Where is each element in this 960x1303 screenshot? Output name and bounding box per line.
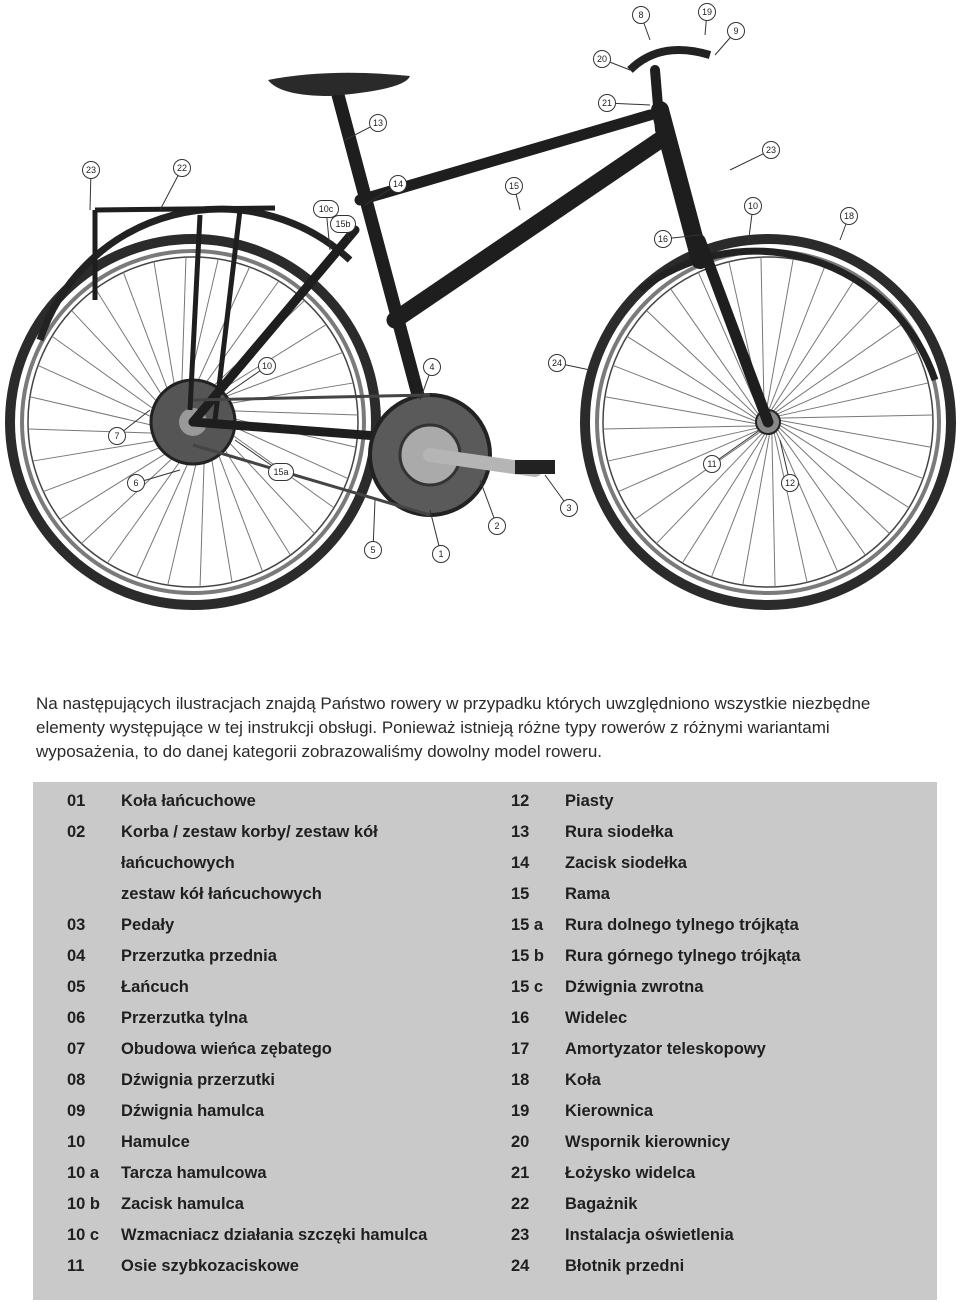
- legend-number: 10 b: [67, 1195, 101, 1213]
- legend-number: 06: [67, 1009, 86, 1027]
- callout-9: 9: [727, 22, 745, 40]
- legend-label: Rura siodełka: [565, 823, 674, 841]
- callout-10c: 10c: [313, 200, 339, 218]
- handlebar: [630, 50, 710, 70]
- callout-2: 2: [488, 517, 506, 535]
- legend-number: 07: [67, 1040, 86, 1058]
- spoke: [107, 451, 187, 563]
- legend-number: 10: [67, 1133, 86, 1151]
- legend-number: 17: [511, 1040, 530, 1058]
- callout-5: 5: [364, 541, 382, 559]
- bicycle-figure: [0, 0, 960, 640]
- spoke: [772, 431, 775, 587]
- legend-label: Piasty: [565, 792, 614, 810]
- legend-number: 10 c: [67, 1226, 100, 1244]
- legend-label: Widelec: [565, 1009, 628, 1027]
- crankset: [370, 395, 555, 515]
- legend-number: 21: [511, 1164, 530, 1182]
- callout-23-front: 23: [762, 141, 780, 159]
- legend-label: Wzmacniacz działania szczęki hamulca: [121, 1226, 428, 1244]
- callout-7: 7: [108, 427, 126, 445]
- callout-11: 11: [703, 455, 721, 473]
- legend-number: 01: [67, 792, 86, 810]
- legend-number: 15: [511, 885, 530, 903]
- callout-24: 24: [548, 354, 566, 372]
- legend-label: Instalacja oświetlenia: [565, 1226, 734, 1244]
- legend-label: Dźwignia hamulca: [121, 1102, 265, 1120]
- callout-12: 12: [781, 474, 799, 492]
- legend-number: 24: [511, 1257, 530, 1275]
- legend-label: Zacisk hamulca: [121, 1195, 244, 1213]
- legend-label: łańcuchowych: [121, 854, 235, 872]
- spoke: [28, 429, 165, 433]
- legend-label: Obudowa wieńca zębatego: [121, 1040, 332, 1058]
- callout-22: 22: [173, 159, 191, 177]
- legend-label: Osie szybkozaciskowe: [121, 1257, 299, 1275]
- spoke: [200, 450, 204, 587]
- legend-number: 18: [511, 1071, 530, 1089]
- callout-20: 20: [593, 50, 611, 68]
- legend-label: Dźwignia przerzutki: [121, 1071, 276, 1089]
- legend-label: Pedały: [121, 916, 175, 934]
- legend-number: 20: [511, 1133, 530, 1151]
- spoke: [221, 411, 358, 415]
- legend-label: Tarcza hamulcowa: [121, 1164, 267, 1182]
- spoke: [43, 443, 171, 491]
- spoke: [777, 415, 933, 418]
- spoke: [154, 262, 176, 397]
- legend-number: 10 a: [67, 1164, 100, 1182]
- callout-15b: 15b: [330, 215, 356, 233]
- intro-paragraph: Na następujących ilustracjach znajdą Państwo rowery w przypadku których uwzględniono wszystkie niezbędne elementy występujące w tej instrukcji obsługi. Ponieważ istnieją różne typy rowerów z różnymi wariantami wyposażenia, to do danej kategorii zobrazowaliśmy dowolny model roweru.: [36, 694, 871, 761]
- legend-number: 22: [511, 1195, 530, 1213]
- callout-21: 21: [598, 94, 616, 112]
- legend-label: Kierownica: [565, 1102, 654, 1120]
- legend-number: 14: [511, 854, 530, 872]
- legend-label: Rura górnego tylnego trójkąta: [565, 947, 801, 965]
- spoke: [774, 325, 902, 414]
- callout-14: 14: [389, 175, 407, 193]
- spoke: [774, 430, 808, 582]
- spoke: [743, 432, 770, 585]
- spoke: [605, 397, 758, 424]
- callout-3: 3: [560, 499, 578, 517]
- spoke: [33, 439, 168, 461]
- legend-number: 19: [511, 1102, 530, 1120]
- legend-number: 16: [511, 1009, 530, 1027]
- legend-label: zestaw kół łańcuchowych: [121, 885, 322, 903]
- legend-label: Zacisk siodełka: [565, 854, 687, 872]
- legend-number: 15 a: [511, 916, 544, 934]
- legend-label: Koła łańcuchowe: [121, 792, 256, 810]
- saddle: [268, 73, 410, 96]
- spoke: [603, 426, 759, 429]
- legend-label: Przerzutka tylna: [121, 1009, 248, 1027]
- legend-number: 05: [67, 978, 86, 996]
- callout-18: 18: [840, 207, 858, 225]
- legend-label: Bagażnik: [565, 1195, 638, 1213]
- callout-4: 4: [423, 358, 441, 376]
- legend-number: 02: [67, 823, 86, 841]
- spoke: [775, 429, 838, 572]
- bicycle-illustration: [0, 0, 960, 640]
- spoke: [778, 420, 931, 447]
- legend-number: 15 b: [511, 947, 545, 965]
- legend-label: Łożysko widelca: [565, 1164, 696, 1182]
- callout-13: 13: [369, 114, 387, 132]
- spoke: [608, 428, 760, 462]
- spoke: [772, 300, 880, 412]
- callout-16: 16: [654, 230, 672, 248]
- legend-number: 23: [511, 1226, 530, 1244]
- legend-label: Błotnik przedni: [565, 1257, 685, 1275]
- legend-label: Koła: [565, 1071, 601, 1089]
- legend-label: Wspornik kierownicy: [565, 1133, 731, 1151]
- callout-10-rear: 10: [258, 357, 276, 375]
- legend-label: Rura dolnego tylnego trójkąta: [565, 916, 799, 934]
- spoke: [656, 431, 764, 543]
- spoke: [123, 272, 171, 400]
- spoke: [52, 336, 164, 416]
- spoke: [618, 429, 761, 492]
- spoke: [775, 352, 918, 415]
- spoke: [182, 257, 186, 394]
- spoke: [635, 430, 763, 519]
- callout-19: 19: [698, 3, 716, 21]
- legend-label: Korba / zestaw korby/ zestaw kół: [121, 823, 378, 841]
- legend-number: 04: [67, 947, 86, 965]
- legend-label: Dźwignia zwrotna: [565, 978, 704, 996]
- callout-23-rear: 23: [82, 161, 100, 179]
- legend-number: 13: [511, 823, 530, 841]
- callout-10-front: 10: [744, 197, 762, 215]
- spoke: [776, 383, 928, 417]
- callout-8: 8: [632, 6, 650, 24]
- legend-label: Przerzutka przednia: [121, 947, 277, 965]
- legend-number: 11: [67, 1257, 85, 1275]
- spoke: [210, 447, 232, 582]
- callout-15a: 15a: [268, 463, 294, 481]
- legend-number: 08: [67, 1071, 86, 1089]
- legend-label: Hamulce: [121, 1133, 190, 1151]
- spoke: [766, 259, 793, 412]
- callout-1: 1: [432, 545, 450, 563]
- legend-number: 09: [67, 1102, 86, 1120]
- legend-label: Amortyzator teleskopowy: [565, 1040, 766, 1058]
- callout-6: 6: [127, 474, 145, 492]
- legend-label: Łańcuch: [121, 978, 189, 996]
- callout-15: 15: [505, 177, 523, 195]
- legend-label: Rama: [565, 885, 610, 903]
- legend-number: 15 c: [511, 978, 544, 996]
- legend-number: 03: [67, 916, 86, 934]
- parts-legend: [33, 782, 937, 1300]
- legend-number: 12: [511, 792, 530, 810]
